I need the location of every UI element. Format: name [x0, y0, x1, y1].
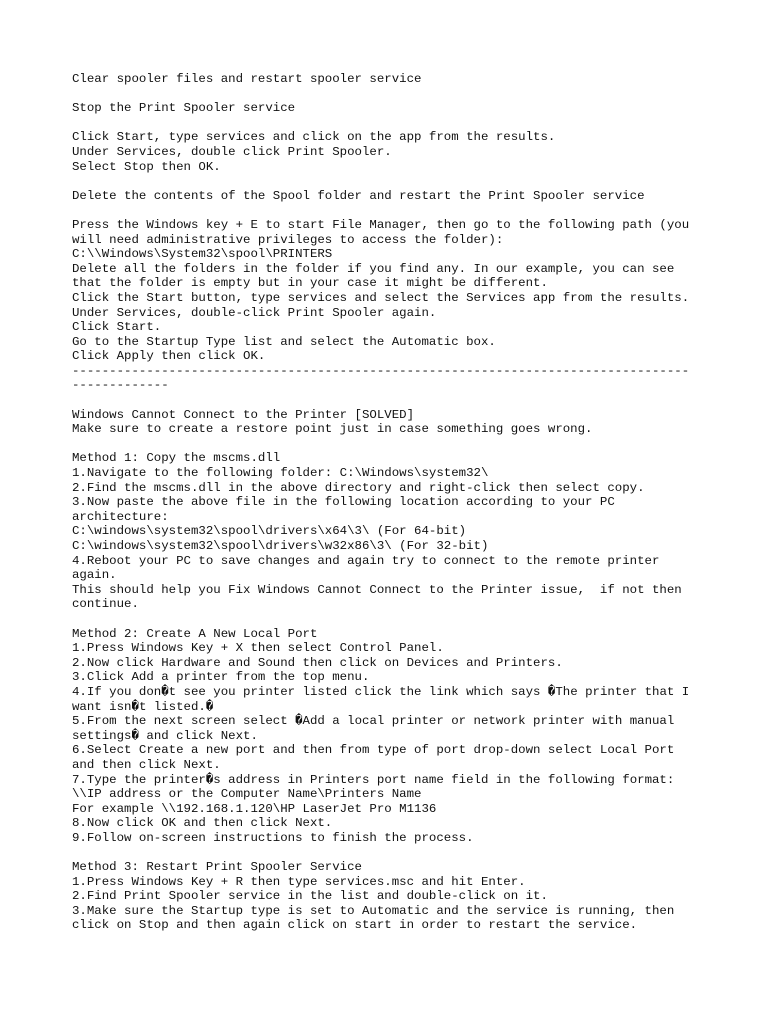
text-line: click on Stop and then again click on start in order to restart the service.: [72, 918, 638, 933]
text-line: Click Apply then click OK.: [72, 349, 266, 364]
text-line: -------------: [72, 378, 169, 393]
text-line: will need administrative privileges to access the folder):: [72, 232, 504, 247]
text-line: C:\\Windows\System32\spool\PRINTERS: [72, 247, 333, 262]
blank-line: [72, 612, 712, 627]
text-line: Delete all the folders in the folder if you find any. In our example, you can see: [72, 261, 675, 276]
text-line: Under Services, double click Print Spooler.: [72, 144, 392, 159]
text-line: 4.If you don�t see you printer listed click the link which says �The printer that I: [72, 684, 690, 699]
blank-line: [72, 437, 712, 452]
text-line: Windows Cannot Connect to the Printer [SOLVED]: [72, 407, 415, 422]
text-line: Press the Windows key + E to start File Manager, then go to the following path (you: [72, 217, 690, 232]
text-line: 8.Now click OK and then click Next.: [72, 816, 333, 831]
text-line: Method 1: Copy the mscms.dll: [72, 451, 281, 466]
text-line: -----------------------------------------------------------------------------------: [72, 363, 690, 378]
text-line: \\IP address or the Computer Name\Printers Name: [72, 787, 422, 802]
text-line: Click Start, type services and click on the app from the results.: [72, 130, 556, 145]
blank-line: [72, 116, 712, 131]
text-line: Stop the Print Spooler service: [72, 101, 296, 116]
text-line: 4.Reboot your PC to save changes and again try to connect to the remote printer: [72, 553, 660, 568]
text-line: want isn�t listed.�: [72, 699, 214, 714]
text-line: Method 3: Restart Print Spooler Service: [72, 860, 362, 875]
text-line: settings� and click Next.: [72, 728, 258, 743]
text-line: Delete the contents of the Spool folder and restart the Print Spooler service: [72, 188, 645, 203]
text-line: 3.Make sure the Startup type is set to Automatic and the service is running, then: [72, 903, 675, 918]
blank-line: [72, 393, 712, 408]
text-line: 2.Now click Hardware and Sound then click on Devices and Printers.: [72, 655, 563, 670]
text-line: 1.Press Windows Key + R then type services.msc and hit Enter.: [72, 874, 526, 889]
document-body: [72, 72, 712, 933]
text-line: again.: [72, 568, 117, 583]
text-line: 7.Type the printer�s address in Printers port name field in the following format:: [72, 772, 675, 787]
text-line: 2.Find Print Spooler service in the list and double-click on it.: [72, 889, 548, 904]
text-line: 1.Navigate to the following folder: C:\Windows\system32\: [72, 466, 489, 481]
text-line: Method 2: Create A New Local Port: [72, 626, 318, 641]
text-line: architecture:: [72, 509, 169, 524]
text-line: Clear spooler files and restart spooler service: [72, 72, 422, 86]
text-line: Click Start.: [72, 320, 162, 335]
text-line: 3.Click Add a printer from the top menu.: [72, 670, 370, 685]
text-line: Under Services, double-click Print Spooler again.: [72, 305, 437, 320]
text-line: Go to the Startup Type list and select the Automatic box.: [72, 334, 496, 349]
text-line: 2.Find the mscms.dll in the above directory and right-click then select copy.: [72, 480, 645, 495]
text-line: and then click Next.: [72, 757, 221, 772]
text-line: 9.Follow on-screen instructions to finish the process.: [72, 830, 474, 845]
text-line: C:\windows\system32\spool\drivers\w32x86\3\ (For 32-bit): [72, 539, 489, 553]
blank-line: [72, 203, 712, 218]
text-line: C:\windows\system32\spool\drivers\x64\3\ (For 64-bit): [72, 524, 467, 539]
text-line: This should help you Fix Windows Cannot Connect to the Printer issue, if not then: [72, 582, 682, 597]
text-line: that the folder is empty but in your case it might be different.: [72, 276, 548, 291]
text-line: 6.Select Create a new port and then from type of port drop-down select Local Port: [72, 743, 675, 758]
blank-line: [72, 87, 712, 102]
text-line: 3.Now paste the above file in the following location according to your PC: [72, 495, 615, 510]
blank-line: [72, 174, 712, 189]
text-line: Click the Start button, type services and select the Services app from the results.: [72, 290, 690, 305]
text-line: For example \\192.168.1.120\HP LaserJet Pro M1136: [72, 801, 437, 816]
text-line: 5.From the next screen select �Add a local printer or network printer with manual: [72, 714, 675, 729]
text-line: Select Stop then OK.: [72, 159, 221, 174]
blank-line: [72, 845, 712, 860]
text-line: Make sure to create a restore point just in case something goes wrong.: [72, 422, 593, 437]
text-line: 1.Press Windows Key + X then select Control Panel.: [72, 641, 444, 656]
text-line: continue.: [72, 597, 139, 612]
